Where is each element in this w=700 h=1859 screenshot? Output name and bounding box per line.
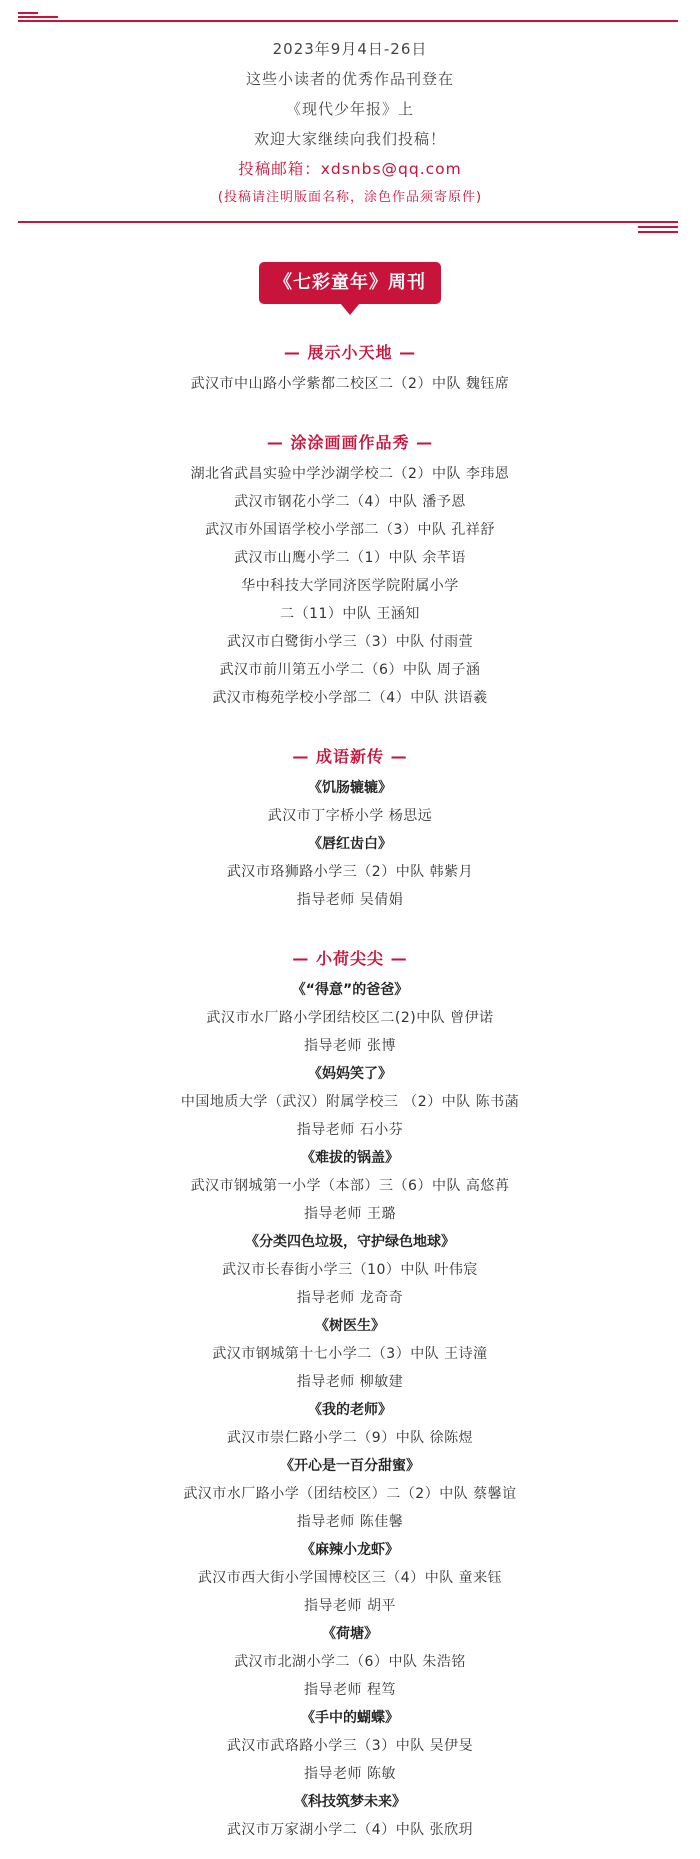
entry-line: 指导老师 张博 bbox=[304, 1038, 396, 1054]
entry-line: 武汉市武珞路小学三（3）中队 吴伊旻 bbox=[226, 1738, 474, 1754]
entry-line: 武汉市前川第五小学二（6）中队 周子涵 bbox=[219, 662, 481, 678]
entry-line: 指导老师 龙奇奇 bbox=[296, 1290, 404, 1306]
work-title: 《饥肠辘辘》 bbox=[308, 780, 392, 796]
entry-line: 指导老师 石小芬 bbox=[296, 1122, 404, 1138]
entry-line: 武汉市长春街小学三（10）中队 叶伟宸 bbox=[222, 1262, 478, 1278]
entry-line: 指导老师 陈敏 bbox=[304, 1766, 396, 1782]
entry-line: 中国地质大学（武汉）附属学校三 （2）中队 陈书菡 bbox=[180, 1094, 520, 1110]
work-title: 《开心是一百分甜蜜》 bbox=[280, 1458, 420, 1474]
entry-line: 武汉市丁字桥小学 杨思远 bbox=[267, 808, 433, 824]
section bbox=[0, 336, 700, 398]
intro-block bbox=[0, 34, 700, 212]
entry-line: 武汉市钢花小学二（4）中队 潘予恩 bbox=[234, 494, 466, 510]
intro-line-3: 欢迎大家继续向我们投稿！ bbox=[253, 130, 446, 148]
entry-line: 指导老师 王璐 bbox=[304, 1206, 396, 1222]
work-title: 《手中的蝴蝶》 bbox=[301, 1710, 399, 1726]
entry-line: 武汉市山鹰小学二（1）中队 余芊语 bbox=[234, 550, 466, 566]
section bbox=[0, 740, 700, 914]
entry-line: 武汉市万家湖小学二（4）中队 张欣玥 bbox=[226, 1822, 474, 1838]
section bbox=[0, 942, 700, 1844]
entry-line: 湖北省武昌实验中学沙湖学校二（2）中队 李玮恩 bbox=[190, 466, 510, 482]
entry-line: 武汉市梅苑学校小学部二（4）中队 洪语羲 bbox=[212, 690, 488, 706]
work-title: 《树医生》 bbox=[315, 1318, 385, 1334]
work-title: 《妈妈笑了》 bbox=[308, 1066, 392, 1082]
entry-line: 武汉市白鹭街小学三（3）中队 付雨萱 bbox=[226, 634, 474, 650]
submission-email: 投稿邮箱：xdsnbs@qq.com bbox=[238, 160, 462, 178]
entry-line: 武汉市中山路小学紫都二校区二（2）中队 魏钰席 bbox=[190, 376, 510, 392]
top-divider bbox=[18, 12, 678, 22]
entry-line: 指导老师 吴倩娟 bbox=[296, 892, 404, 908]
work-title: 《分类四色垃圾，守护绿色地球》 bbox=[245, 1234, 455, 1250]
entry-line: 武汉市外国语学校小学部二（3）中队 孔祥舒 bbox=[205, 522, 495, 538]
bottom-divider bbox=[18, 221, 678, 233]
entry-line: 武汉市西大街小学国博校区三（4）中队 童来钰 bbox=[197, 1570, 503, 1586]
entry-line: 武汉市钢城第一小学（本部）三（6）中队 高悠苒 bbox=[190, 1178, 510, 1194]
works-list bbox=[0, 336, 700, 1844]
section bbox=[0, 426, 700, 712]
section-title: — 成语新传 — bbox=[292, 747, 408, 766]
work-title: 《“得意”的爸爸》 bbox=[291, 982, 409, 998]
entry-line: 指导老师 柳敏建 bbox=[296, 1374, 404, 1390]
work-title: 《麻辣小龙虾》 bbox=[301, 1542, 399, 1558]
section-title: — 涂涂画画作品秀 — bbox=[266, 433, 434, 452]
entry-line: 武汉市珞狮路小学三（2）中队 韩紫月 bbox=[226, 864, 474, 880]
entry-line: 华中科技大学同济医学院附属小学 bbox=[241, 578, 459, 594]
entry-line: 武汉市钢城第十七小学二（3）中队 王诗潼 bbox=[212, 1346, 488, 1362]
work-title: 《唇红齿白》 bbox=[308, 836, 392, 852]
column-banner bbox=[0, 262, 700, 318]
intro-line-1: 这些小读者的优秀作品刊登在 bbox=[245, 70, 454, 88]
banner-label: 《七彩童年》周刊 bbox=[259, 262, 441, 304]
entry-line: 武汉市北湖小学二（6）中队 朱浩铭 bbox=[234, 1654, 466, 1670]
banner-pointer bbox=[340, 303, 360, 315]
work-title: 《我的老师》 bbox=[308, 1402, 392, 1418]
section-spacer bbox=[0, 712, 700, 740]
work-title: 《荷塘》 bbox=[322, 1626, 378, 1642]
entry-line: 武汉市水厂路小学团结校区二(2)中队 曾伊诺 bbox=[206, 1010, 494, 1026]
entry-line: 指导老师 陈佳馨 bbox=[296, 1514, 404, 1530]
section-spacer bbox=[0, 398, 700, 426]
work-title: 《难拔的锅盖》 bbox=[301, 1150, 399, 1166]
section-title: — 小荷尖尖 — bbox=[292, 949, 408, 968]
entry-line: 指导老师 程笃 bbox=[304, 1682, 396, 1698]
section-spacer bbox=[0, 914, 700, 942]
entry-line: 武汉市崇仁路小学二（9）中队 徐陈煜 bbox=[226, 1430, 474, 1446]
entry-line: 二（11）中队 王涵知 bbox=[280, 606, 420, 622]
entry-line: 武汉市水厂路小学（团结校区）二（2）中队 蔡馨谊 bbox=[183, 1486, 517, 1502]
work-title: 《科技筑梦未来》 bbox=[294, 1794, 406, 1810]
submission-note: (投稿请注明版面名称，涂色作品须寄原件) bbox=[217, 190, 483, 205]
section-title: — 展示小天地 — bbox=[283, 343, 417, 362]
entry-line: 指导老师 胡平 bbox=[304, 1598, 396, 1614]
intro-date: 2023年9月4日-26日 bbox=[272, 40, 428, 58]
intro-line-2: 《现代少年报》上 bbox=[285, 100, 414, 118]
